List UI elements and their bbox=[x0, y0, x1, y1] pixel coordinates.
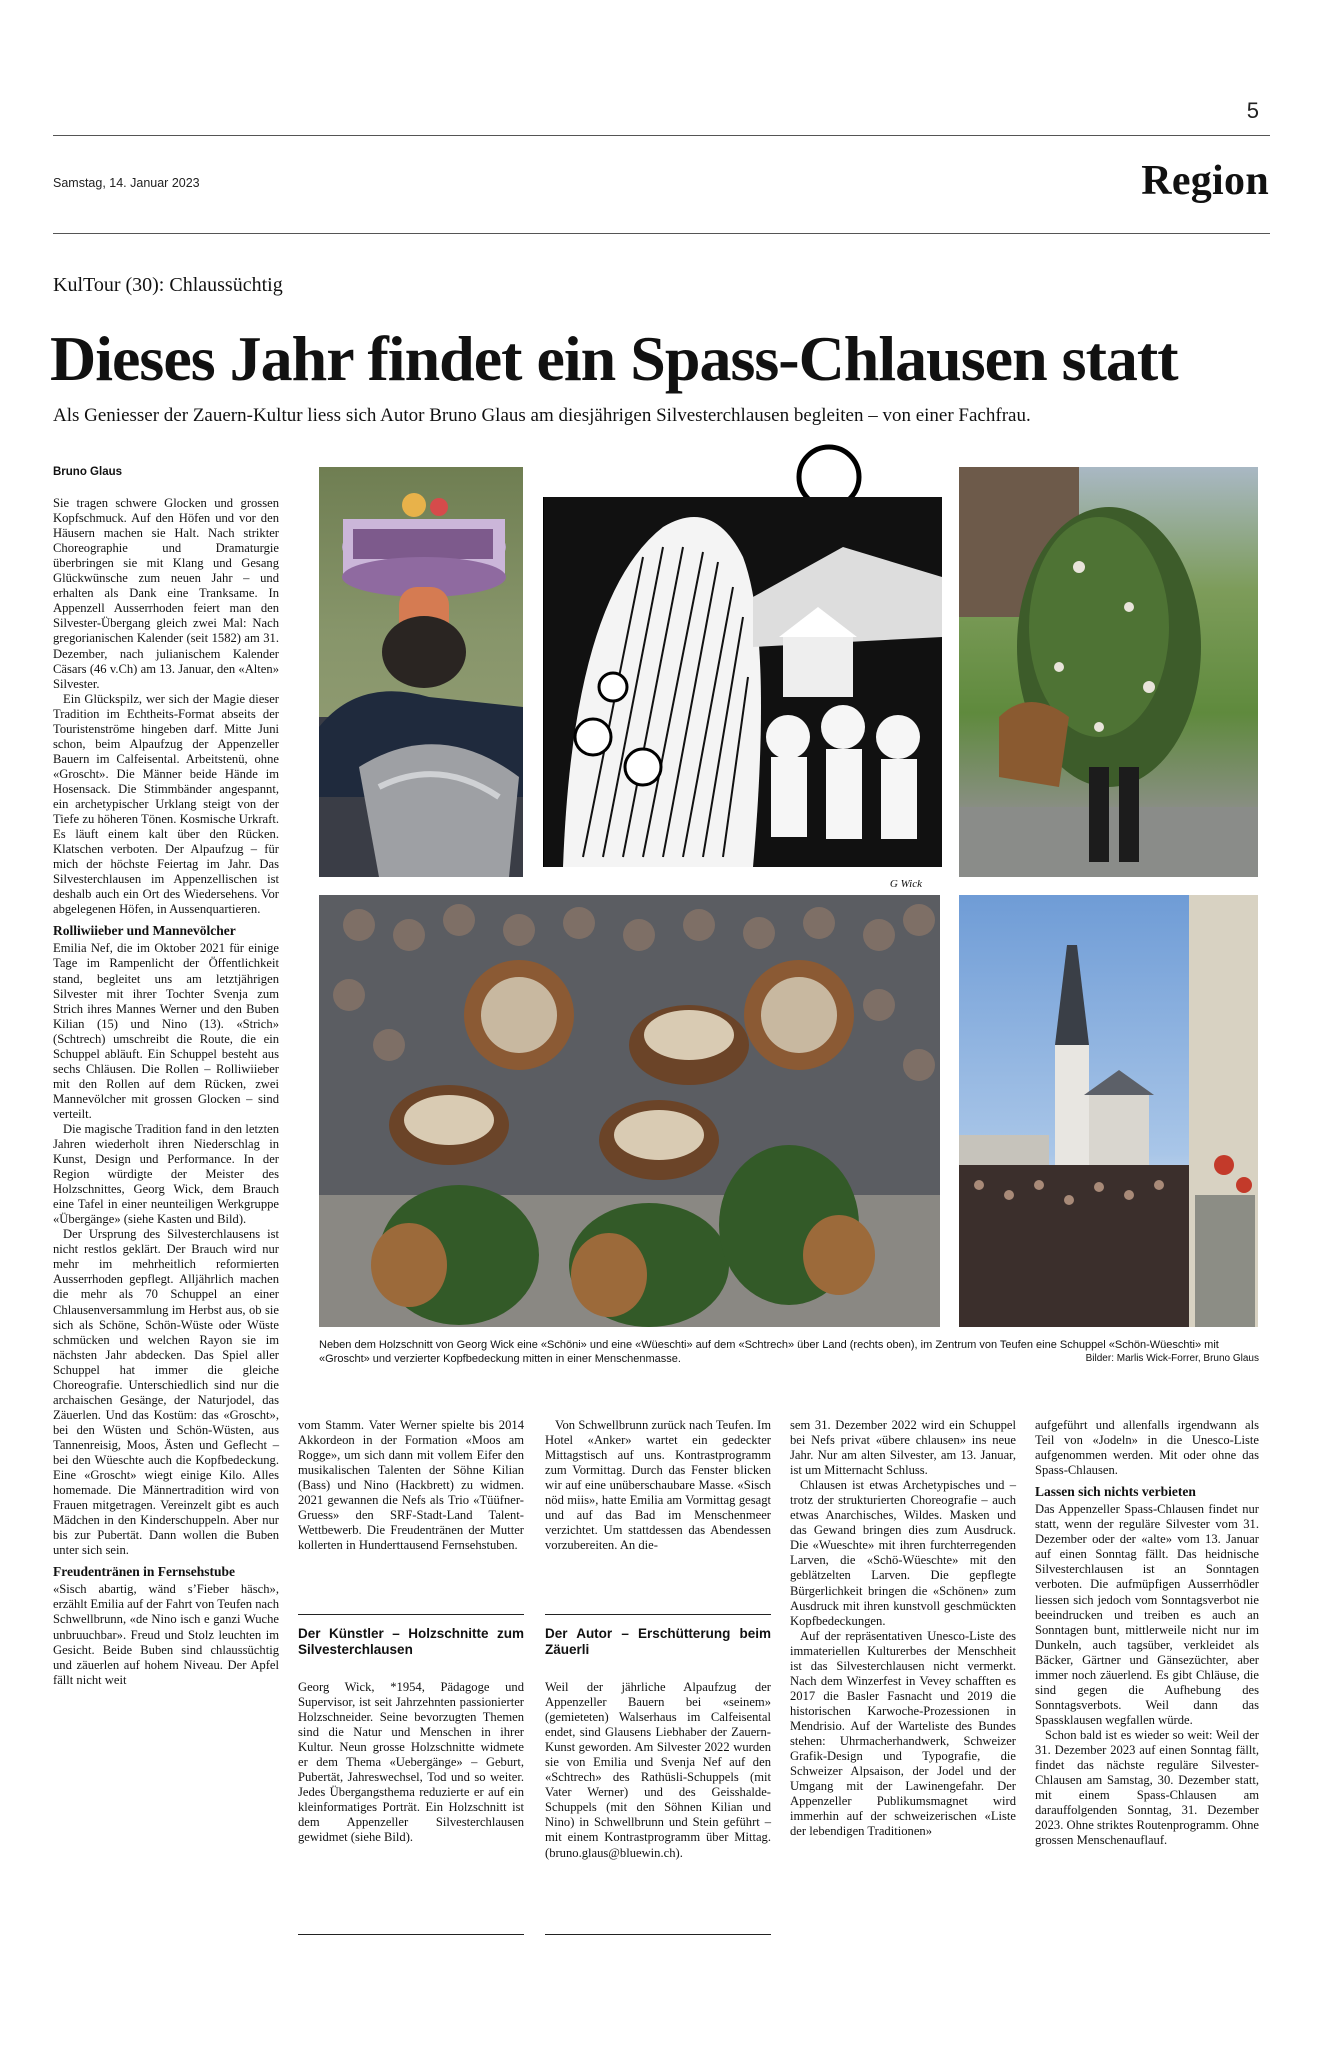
article-column-4 bbox=[790, 1418, 1016, 1839]
photo-woodcut bbox=[543, 437, 942, 892]
church-illustration bbox=[959, 895, 1258, 1327]
photo-schoeni bbox=[319, 467, 523, 877]
box-artist-text: Georg Wick, *1954, Pädagoge und Supervisor, ist seit Jahrzehnten passionierter Holzschneider. Seine bevorzugten Themen sind die Natur und Menschen in ihrer Kultur. Neun grosse Holzschnitte widmete er dem Thema «Uebergänge» – Geburt, Pubertät, Jahreswechsel, Tod und so weiter. Jedes Übergangsthema reduzierte er auf ein kleinformatiges Porträt. Ein Holzschnitt ist dem Appenzeller Silvesterchlausen gewidmet (siehe Bild). bbox=[298, 1680, 524, 1845]
crowd-illustration bbox=[319, 895, 940, 1327]
box-author-title: Der Autor – Erschütterung beim Zäuerli bbox=[545, 1626, 771, 1657]
paragraph: Das Appenzeller Spass-Chlausen findet nur statt, wenn der reguläre Silvester vom 31. Dezember oder der «alte» vom 13. Januar auf einen Sonntag fällt. Das heidnische Silvesterchlausen ist an Sonntagen verboten. Die aufmüpfigen Ausserrhödler liessen sich jedoch vom Sonntagsverbot nie beeindrucken und treiben es auch an Sonntagen bunt, mittlerweile nicht nur im Dunkeln, auch tagsüber, verkleidet als Bäcker, Gärtner und Gänsezüchter, aber immer noch zäuerlend. Es gibt Chläuse, die sind gegen die Aufhebung des Sonntagsverbots. Weil dann das Spassklausen wegfallen würde. bbox=[1035, 1502, 1259, 1727]
photo-caption: Neben dem Holzschnitt von Georg Wick eine «Schöni» und eine «Wüeschti» auf dem «Schtrech» über Land (rechts oben), im Zentrum von Teufen eine Schuppel «Schön-Wüeschti» mit «Groscht» und verzierter Kopfbedeckung mitten in einer Menschenmasse. bbox=[319, 1339, 1219, 1365]
photo-credit: Bilder: Marlis Wick-Forrer, Bruno Glaus bbox=[1080, 1352, 1259, 1366]
subheading: Freudentränen in Fernsehstube bbox=[53, 1564, 236, 1580]
article-column-5 bbox=[1035, 1418, 1259, 1848]
paragraph: vom Stamm. Vater Werner spielte bis 2014 Akkordeon in der Formation «Moos am Rogge», um sich dann mit vollem Eifer den musikalischen Talenten der Söhne Kilian (Bass) und Nino (Hackbrett) zu widmen. 2021 gewannen die Nefs als Trio «Tüüfner-Gruess» den SRF-Stadt-Land Talent-Wettbewerb. Die Freudentränen der Mutter kollerten in Hunderttausend Fernsehstuben. bbox=[298, 1418, 524, 1553]
byline: Bruno Glaus bbox=[53, 466, 123, 478]
paragraph: Schon bald ist es wieder so weit: Weil der 31. Dezember 2023 auf einen Sonntag fällt, findet das nächste reguläre Silvester-Chlausen am Samstag, 30. Dezember statt, mit einem Spass-Chlausen am darauffolgenden Sonntag, 31. Dezember 2023. Ohne striktes Routenprogramm. Ohne grossen Menschenauflauf. bbox=[1035, 1727, 1259, 1848]
paragraph: Die magische Tradition fand in den letzten Jahren wiederholt ihren Niederschlag in Kunst, Design und Performance. In der Region würdigte der Meister des Holzschnittes, Georg Wick, dem Brauch eine Tafel in einer neunteiligen Werkgruppe «Übergänge» (siehe Kasten und Bild). bbox=[53, 1121, 279, 1227]
photo-church-crowd bbox=[959, 895, 1258, 1327]
header-bottom-rule bbox=[53, 233, 1270, 234]
article-lead: Als Geniesser der Zauern-Kultur liess sich Autor Bruno Glaus am diesjährigen Silvesterchlausen begleiten – von einer Fachfrau. bbox=[53, 405, 1031, 426]
paragraph: sem 31. Dezember 2022 wird ein Schuppel bei Nefs privat «übere chlausen» ins neue Jahr. Nur am alten Silvester, am 13. Januar, ist um Mitternacht Schluss. bbox=[790, 1418, 1016, 1478]
box-artist-title: Der Künstler – Holzschnitte zum Silvesterchlausen bbox=[298, 1626, 524, 1657]
schoeni-illustration bbox=[319, 467, 523, 877]
paragraph: aufgeführt und allenfalls irgendwann als Teil von «Jodeln» in die Unesco-Liste aufgenommen werden. Mit oder ohne das Spass-Chlausen. bbox=[1035, 1418, 1259, 1478]
box-author bbox=[545, 1626, 771, 1861]
article-headline: Dieses Jahr findet ein Spass-Chlausen statt bbox=[50, 323, 1178, 394]
paragraph: Auf der repräsentativen Unesco-Liste des immateriellen Kulturerbes der Menschheit ist das Silvesterchlausen nicht vermerkt. Nach dem Winzerfest in Vevey schafften es 2017 die Basler Fasnacht und 2019 die historischen Karwoche-Prozessionen in Mendrisio. Auf der Warteliste des Bundes stehen: Uhrmacherhandwerk, Schweizer Grafik-Design und Typografie, die Schweizer Alpsaison, der Jodel und der Umgang mit der Lawinengefahr. Der Appenzeller Publikumsmagnet wird immerhin auf der schweizerischen «Liste der lebendigen Traditionen» bbox=[790, 1628, 1016, 1839]
paragraph: «Sisch abartig, wänd s’Fieber häsch», erzählt Emilia auf der Fahrt von Teufen nach Schwellbrunn, «de Nino isch e ganzi Wuche unbruuchbar». Freud und Stolz leuchten im Gesicht. Beide Buben sind chlaussüchtig und zäuerlen auf hohem Niveau. Der Apfel fällt nicht weit bbox=[53, 1582, 279, 1687]
article-column-3 bbox=[545, 1418, 771, 1553]
box-author-text: Weil der jährliche Alpaufzug der Appenzeller Bauern bei «seinem» (gemieteten) Walserhaus im Calfeisental endet, sind Glausens Liebhaber der Zauern-Kunst geworden. Am Silvester 2022 wurden sie von Emilia und Svenja Nef auf den «Schtrech» des Rathüsli-Schuppels (mit Vater Werner) und des Geisshalde-Schuppels (mit den Söhnen Kilian und Nino) in Schwellbrunn und Stein geführt – mit einem Kontrastprogramm über Mittag. (bruno.glaus@bluewin.ch). bbox=[545, 1680, 771, 1860]
article-column-1 bbox=[53, 465, 279, 1688]
paragraph: Ein Glückspilz, wer sich der Magie dieser Tradition im Echtheits-Format abseits der Touristenströme hingeben darf. Mitte Juni schon, beim Alpaufzug der Appenzeller Bauern im Calfeisental. Arbeitstenü, ohne «Groscht». Die Männer beide Hände im Hosensack. Die Stimmbänder angespannt, ein archetypischer Urklang steigt von der Tiefe zu höheren Tönen. Kosmische Urkraft. Es läuft einem kalt über den Rücken. Klatschen verboten. Der Alpaufzug – für mich der höchste Feiertag im Jahr. Das Silvesterchlausen im Appenzellischen ist deshalb auch ein Ort des Wiedersehens. Vor abgelegenen Höfen, in Aussenquartieren. bbox=[53, 691, 279, 917]
section-title: Region bbox=[1141, 158, 1269, 204]
paragraph: Emilia Nef, die im Oktober 2021 für einige Tage im Rampenlicht der Öffentlichkeit stand, begleitet uns am letztjährigen Silvester mit ihrer Tochter Svenja zum Strich ihres Mannes Werner und den Buben Kilian (15) und Nino (13). «Strich» (Schtrech) umschreibt die Route, die ein Schuppel abläuft. Ein Schuppel besteht aus sechs Chläusen. Die Rollen – Rolliwiieber mit den Rollen auf dem Rücken, zwei Mannevölcher mit grossen Glocken – sind verteilt. bbox=[53, 941, 279, 1121]
paragraph: Sie tragen schwere Glocken und grossen Kopfschmuck. Auf den Höfen und vor den Häusern machen sie Halt. Nach strikter Choreographie und Dramaturgie überbringen sie mit Klang und Gesang Glückwünsche zum neuen Jahr – und erhalten als Dank eine Tranksame. In Appenzell Ausserrhoden feiert man den Silvester-Übergang gleich zwei Mal: Nach gregorianischen Kalender (seit 1582) am 31. Dezember, nach julianischem Kalender Cäsars (46 v.Ch) am 13. Januar, den «Alten» Silvester. bbox=[53, 496, 279, 691]
subheading: Rolliwiieber und Mannevölcher bbox=[53, 923, 236, 939]
paragraph: Der Ursprung des Silvesterchlausens ist nicht restlos geklärt. Der Brauch wird nur mehr im mehrheitlich reformierten Ausserrhoden gepflegt. Alljährlich machen die mehr als 70 Schuppel an einer Chlausenversammlung im Herbst aus, ob sie sich als Schöne, Schön-Wüste oder Wüste schmücken und welchen Rayon sie im nächsten Jahr abdecken. Das Spiel aller Schuppel hat immer die gleiche Choreografie. Unterschiedlich sind nur die archaischen Gesänge, der Naturjodel, das Zäuerlen. Und das Kostüm: das «Groscht», bei den Wüsten und Schön-Wüsten, aus Tannenreisig, Moos, Ästen und Geflecht – bei den Wüeschte auch die Kopfbedeckung. Eine «Groscht» wiegt einige Kilo. Alles homemade. Die Männertradition wird von Frauen mitgetragen. Vereinzelt gibt es auch Mädchen in den Kinderschuppeln. Aber nur bis zur Pubertät. Dann wollen die Buben unter sich sein. bbox=[53, 1227, 279, 1558]
box-artist-bottom-rule bbox=[298, 1934, 524, 1935]
paragraph: Chlausen ist etwas Archetypisches und – trotz der strukturierten Choreografie – auch etwas Anarchisches, Wildes. Masken und das Gewand bringen dies zum Ausdruck. Die «Wueschte» mit ihren furchterregenden Larven, die «Schö-Wüeschte» mit den geblätzelten Larven. Die gepflegte Bürgerlichkeit bringen die «Schönen» zum Ausdruck mit ihren kunstvoll geschmückten Kopfbedeckungen. bbox=[790, 1478, 1016, 1628]
box-artist bbox=[298, 1626, 524, 1846]
issue-date: Samstag, 14. Januar 2023 bbox=[53, 176, 200, 190]
page-number: 5 bbox=[1246, 98, 1259, 123]
subheading: Lassen sich nichts verbieten bbox=[1035, 1484, 1196, 1500]
article-column-2 bbox=[298, 1418, 524, 1553]
box-artist-rule bbox=[298, 1614, 524, 1615]
box-author-rule bbox=[545, 1614, 771, 1615]
photo-wueeschti bbox=[959, 467, 1258, 877]
wueeschti-illustration bbox=[959, 467, 1258, 877]
paragraph: Von Schwellbrunn zurück nach Teufen. Im Hotel «Anker» wartet ein gedeckter Mittagstisch auf uns. Kontrastprogramm zum Vormittag. Durch das Fenster blicken wir auf eine unüberschaubare Masse. «Sisch nöd miis», hatte Emilia am Vormittag gesagt und auf das Bad im Menschenmeer verzichtet. Um stattdessen das Abendessen vorzubereiten. An die- bbox=[545, 1418, 771, 1553]
woodcut-signature: G Wick bbox=[889, 878, 922, 890]
article-kicker: KulTour (30): Chlaussüchtig bbox=[53, 274, 283, 296]
box-author-bottom-rule bbox=[545, 1934, 771, 1935]
woodcut-illustration bbox=[543, 437, 942, 892]
header-top-rule bbox=[53, 135, 1270, 136]
photo-schuppel-crowd bbox=[319, 895, 940, 1327]
